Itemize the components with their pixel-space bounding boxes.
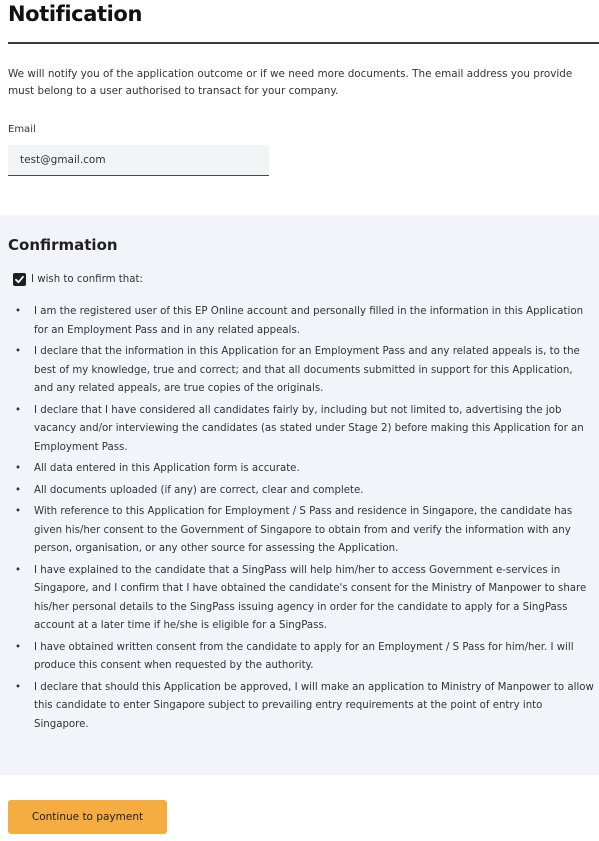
confirmation-title: Confirmation xyxy=(8,236,118,254)
declaration-item: • All data entered in this Application form is accurate. xyxy=(14,460,594,479)
declaration-item: • I declare that should this Application be approved, I will make an application to Ministry of Manpower to allow this candidate to enter Singapore subject to prevailing entry requirements at the point of entry into Singapore. xyxy=(14,679,594,735)
notification-intro: We will notify you of the application outcome or if we need more documents. The email address you provide must belong to a user authorised to transact for your company. xyxy=(8,68,573,97)
confirm-checkbox-label: I wish to confirm that: xyxy=(31,274,143,285)
declaration-item: • I have explained to the candidate that a SingPass will help him/her to access Government e-services in Singapore, and I confirm that I have obtained the candidate's consent for the Ministry of Manpower to share his/her personal details to the SingPass issuing agency in order for the candidate to apply for a SingPass account at a later time if he/she is eligible for a SingPass. xyxy=(14,562,594,636)
title-divider xyxy=(8,42,599,44)
email-field[interactable] xyxy=(8,145,269,176)
continue-to-payment-button[interactable]: Continue to payment xyxy=(8,800,167,834)
declaration-item: • All documents uploaded (if any) are correct, clear and complete. xyxy=(14,482,594,501)
checkmark-icon xyxy=(14,274,25,285)
notification-title: Notification xyxy=(8,2,143,26)
declaration-item: • With reference to this Application for Employment / S Pass and residence in Singapore, the candidate has given his/her consent to the Government of Singapore to obtain from and verify the information with any person, organisation, or any other source for assessing the Application. xyxy=(14,503,594,559)
declaration-item: • I am the registered user of this EP Online account and personally filled in the information in this Application for an Employment Pass and in any related appeals. xyxy=(14,303,594,340)
email-label: Email xyxy=(8,124,36,135)
confirm-checkbox[interactable] xyxy=(13,273,26,286)
declaration-item: • I declare that I have considered all candidates fairly by, including but not limited to, advertising the job vacancy and/or interviewing the candidates (as stated under Stage 2) before making this Application for an Employment Pass. xyxy=(14,402,594,458)
declaration-item: • I have obtained written consent from the candidate to apply for an Employment / S Pass for him/her. I will produce this consent when requested by the authority. xyxy=(14,639,594,676)
declaration-list xyxy=(14,303,594,737)
declaration-item: • I declare that the information in this Application for an Employment Pass and any related appeals is, to the best of my knowledge, true and correct; and that all documents submitted in support for this Application, and any related appeals, are true copies of the originals. xyxy=(14,343,594,399)
